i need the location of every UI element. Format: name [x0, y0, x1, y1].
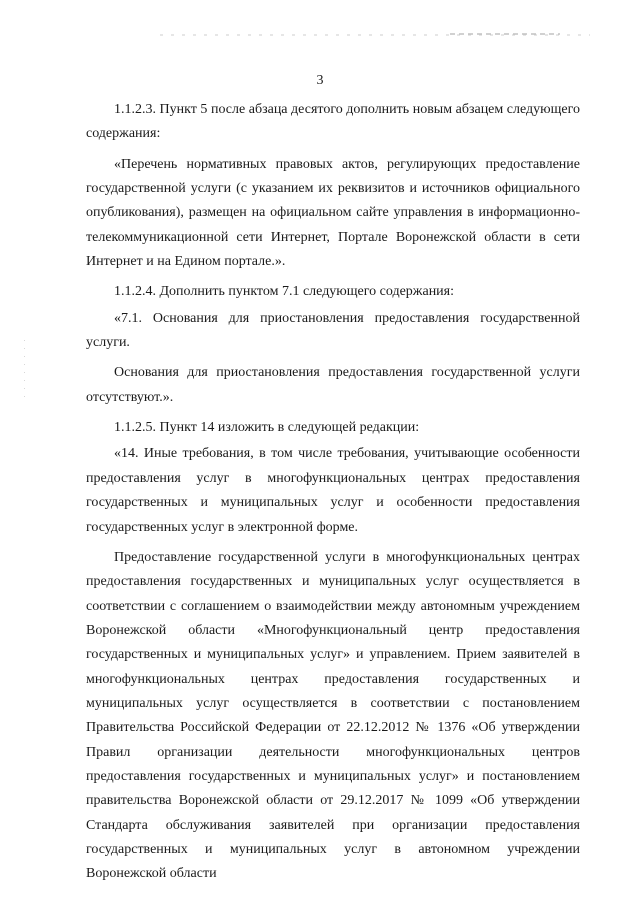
- quoted-normative-acts-paragraph: «Перечень нормативных правовых актов, регулирующих предоставление государственной услуги (с указанием их реквизитов и источников официального опубликования), размещен на официальном сайте управления в информационно-телекоммуникационной сети Интернет, Портале Воронежской области в сети Интернет и на Едином портале.».: [86, 156, 580, 270]
- suspension-grounds-paragraph: Основания для приостановления предоставления государственной услуги отсутствуют.».: [86, 365, 580, 405]
- paragraph-14-title: «14. Иные требования, в том числе требования, учитывающие особенности предоставления услуг в многофункциональных центрах предоставления государственных и муниципальных услуг и особенности предоставления государственных услуг в электронной форме.: [86, 446, 580, 535]
- paragraph-1-1-2-5: 1.1.2.5. Пункт 14 изложить в следующей редакции:: [114, 420, 420, 436]
- scan-margin-marks: [24, 340, 25, 400]
- document-body: [86, 98, 580, 887]
- mfc-service-provision-paragraph: Предоставление государственной услуги в многофункциональных центрах предоставления государственных и муниципальных услуг осуществляется в соответствии с соглашением о взаимодействии между автономным учреждением Воронежской области «Многофункциональный центр предоставления государственных и муниципальных услуг» и управлением. Прием заявителей в многофункциональных центрах предоставления государственных и муниципальных услуг осуществляется в соответствии с постановлением Правительства Российской Федерации от 22.12.2012 № 1376 «Об утверждении Правил организации деятельности многофункциональных центров предоставления государственных и муниципальных услуг» и постановлением правительства Воронежской области от 29.12.2017 № 1099 «Об утверждении Стандарта обслуживания заявителей при организации предоставления государственных и муниципальных услуг в автономном учреждении Воронежской области: [86, 549, 580, 882]
- paragraph-1-1-2-4: 1.1.2.4. Дополнить пунктом 7.1 следующего содержания:: [114, 284, 455, 300]
- paragraph-7-1-title: «7.1. Основания для приостановления предоставления государственной услуги.: [86, 310, 580, 351]
- paragraph-1-1-2-3: 1.1.2.3. Пункт 5 после абзаца десятого дополнить новым абзацем следующего содержания:: [86, 102, 580, 142]
- scan-noise-top-right: [450, 33, 560, 35]
- page-number: 3: [316, 73, 324, 88]
